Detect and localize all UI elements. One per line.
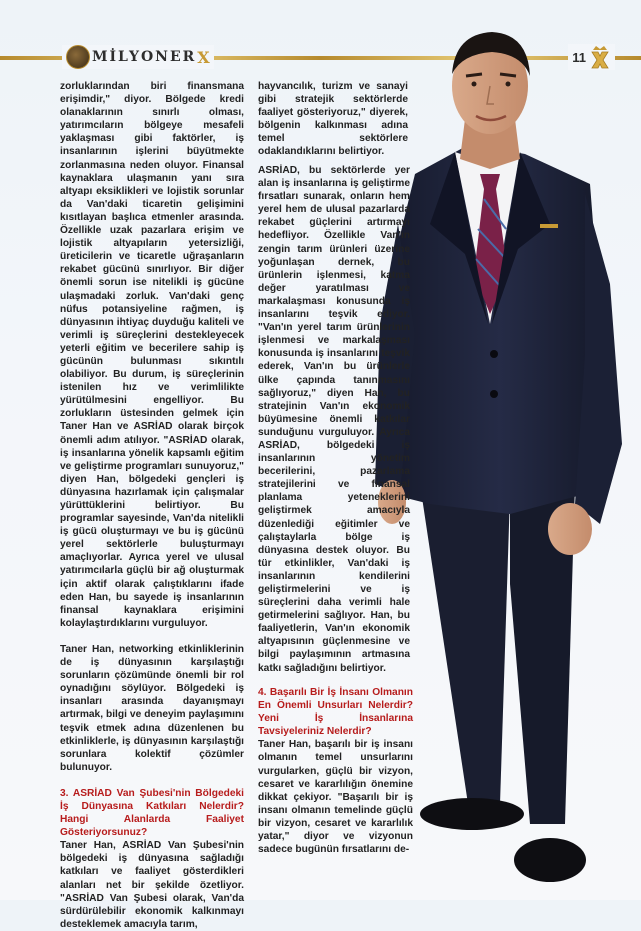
- text-column-middle: [258, 164, 410, 675]
- logo-wordmark: MİLYONER: [92, 49, 197, 65]
- paragraph: Taner Han, networking etkinliklerinin de iş dünyasının karşılaştığı sorunların çözümünde önemli bir rol oynadığını söylüyor. Bölgedeki iş insanları arasında dayanışmayı artırmak, bilgi ve deneyim paylaşımını teşvik etmek adına düzenlenen bu etkinliklerle, iş dünyasının karşılaştığı sorunlara kolektif çözümler bulunuyor.: [60, 643, 244, 773]
- section-heading-3: 3. ASRİAD Van Şubesi'nin Bölgedeki İş Dünyasına Katkıları Nelerdir? Hangi Alanlarda Faaliyet Gösteriyorsunuz?: [60, 787, 244, 839]
- section-heading-4: 4. Başarılı Bir İş İnsanı Olmanın En Önemli Unsurları Nelerdir? Yeni İş İnsanlarına Tavsiyeleriniz Nelerdir?: [258, 687, 413, 738]
- logo-coin-icon: [66, 45, 90, 69]
- paragraph: Taner Han, ASRİAD Van Şubesi'nin bölgedeki iş dünyasına sağladığı katkıları ve faaliyet gösterdikleri alanları net bir şekilde özetliyor. "ASRİAD Van Şubesi olarak, Van'da sürdürülebilir ekonomik kalkınmayı desteklemek amacıyla tarım,: [60, 840, 244, 930]
- paragraph: ASRİAD, bu sektörlerde yer alan iş insanlarına iş geliştirme fırsatları sunarak, onların hem yerel hem de ulusal pazarlarda rekabet güçlerini artırmayı hedefliyor. Özellikle Van'ın zengin tarım ürünleri üzerine yoğunlaşan dernek, bu ürünlerin işlenmesi, katma değer yaratılması ve markalaşması konusunda iş insanlarını teşvik ediyor. "Van'ın yerel tarım ürünlerinin işlenmesi ve markalaşması konusunda iş insanlarını teşvik ederek, Van'ın bu ürünlerle ülke çapında tanınmasını sağlıyoruz," diyen Han, bu stratejinin Van'ın ekonomik büyümesine önemli katkılar sunduğunu vurguluyor. Ayrıca ASRİAD, bölgedeki iş insanlarının yönetim becerilerini, pazarlama stratejilerini ve finansal planlama yeteneklerini geliştirmek amacıyla düzenlediği eğitimler ve çalıştaylarla bölge iş dünyasına destek oluyor. Bu tür etkinlikler, Van'daki iş insanlarının kendilerini geliştirmelerini ve iş süreçlerini daha verimli hale getirmelerini sağlıyor. Han, bu faaliyetlerin, Van'ın ekonomik altyapısının güçlenmesine ve bilgi paylaşımının artmasına katkı sağladığını belirtiyor.: [258, 165, 410, 674]
- text-column-middle-bottom: [258, 686, 413, 856]
- text-column-left: [60, 80, 244, 931]
- paragraph: hayvancılık, turizm ve sanayi gibi stratejik sektörlerde faaliyet gösteriyoruz," diyerek, bölgenin kalkınması adına temel sektörlere odaklandıklarını belirtiyor.: [258, 81, 408, 158]
- magazine-logo: [62, 45, 214, 69]
- logo-x: X: [197, 47, 210, 67]
- paragraph: Taner Han, başarılı bir iş insanı olmanın temel unsurlarını vurgularken, güçlü bir vizyon, cesaret ve kararlılığın önemine dikkat çekiyor. "Başarılı bir iş insanı olmanın temelinde güçlü bir vizyon, cesaret ve kararlılık yatar," diyor ve vizyonun sadece bugünün fırsatlarını de-: [258, 739, 413, 856]
- page-number: 11: [572, 49, 586, 65]
- paragraph: zorluklarından biri finansmana erişimdir," diyor. Bölgede kredi olanaklarının sınırlı olması, yatırımcıların bölgeye mesafeli yaklaşması gibi faktörler, iş insanlarının işlerini büyütmekte zorlanmasına neden oluyor. Finansal kaynaklara ulaşmanın yanı sıra altyapı eksiklikleri ve lojistik sorunlar da Van'daki ticaretin gelişimini kısıtlayan başlıca etmenler arasında. Özellikle uzak pazarlara erişim ve lojistik altyapıların yetersizliği, üreticilerin ve ticaretle uğraşanların rekabet gücünü sınırlıyor. Bir diğer önemli sorun ise nitelikli iş gücüne ulaşmadaki zorluk. Van'daki genç nüfus potansiyeline rağmen, iş dünyasının ihtiyaç duyduğu kaliteli ve verimli iş süreçlerini destekleyecek yeterli eğitim ve becerilere sahip iş gücünün bulunması sıkıntılı olabiliyor. Bu durum, iş süreçlerinin istenilen hız ve verimlilikte yürütülmesini engelliyor. Bu zorlukların üstesinden gelmek için Taner Han ve ASRİAD olarak birçok önemli adım atılıyor. "ASRİAD olarak, iş insanlarına yönelik kapsamlı eğitim ve geliştirme programları sunuyoruz," diyen Han, bölgedeki gençleri iş dünyasına hazırlamak için çalışmalar yürüttüklerini belirtiyor. Bu programlar sayesinde, Van'da nitelikli iş gücü oluşturmayı ve bu iş gücünü yerel sektörlerle buluşturmayı amaçlıyorlar. Ayrıca yerel ve ulusal yatırımcılarla güçlü bir ağ oluşturmak için aktif olarak çalıştıklarını ifade eden Han, bu sayede iş insanlarının finansal kaynaklara erişimini kolaylaştırdıklarını vurguluyor.: [60, 81, 244, 629]
- text-column-middle-top: [258, 80, 408, 159]
